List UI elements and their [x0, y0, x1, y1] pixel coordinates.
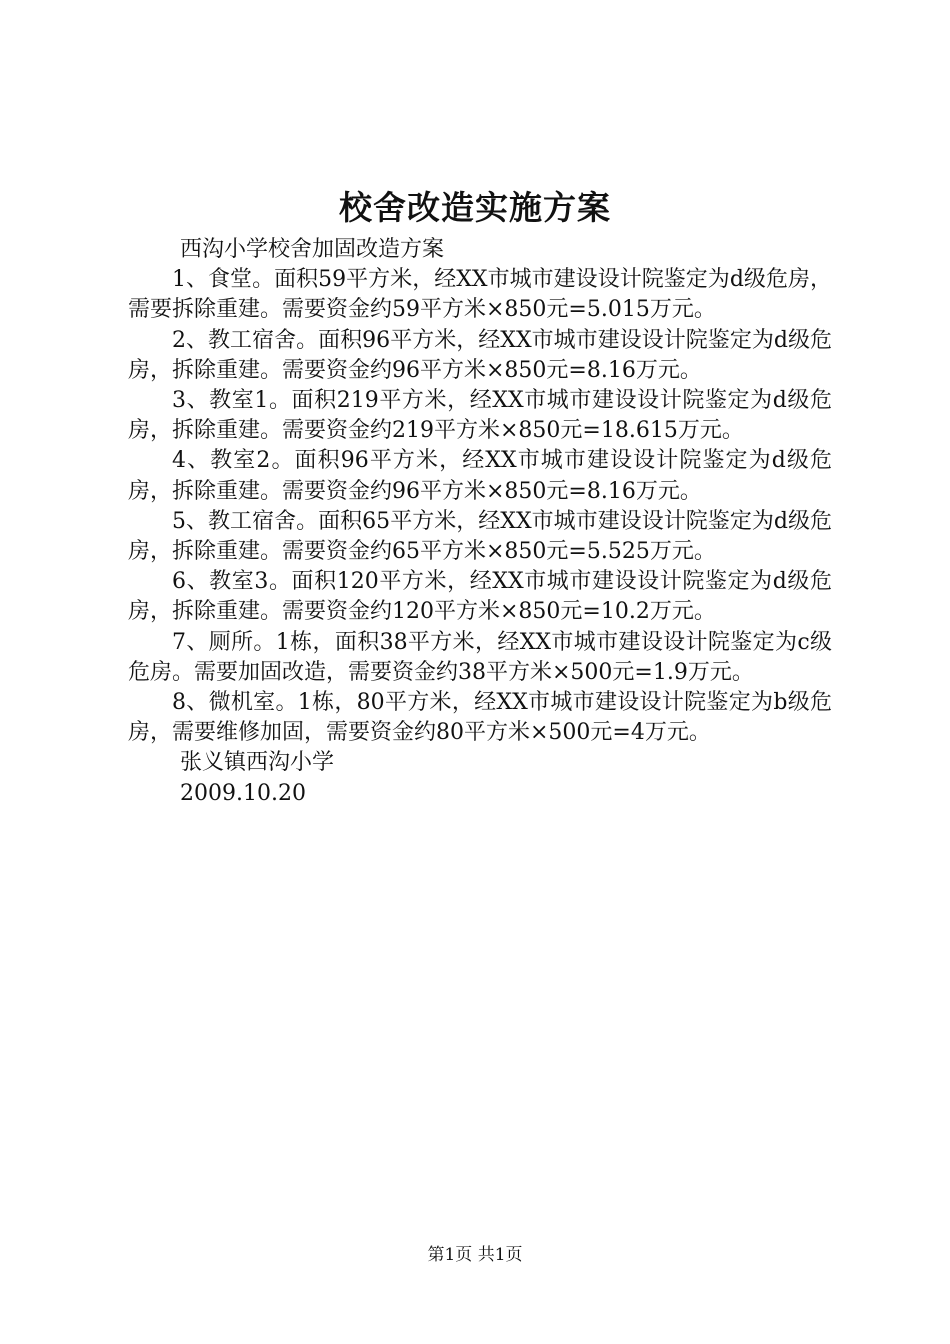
item-paragraph-6: 6、教室3。面积120平方米，经XX市城市建设设计院鉴定为d级危房，拆除重建。需要资金约120平方米×850元=10.2万元。: [128, 569, 832, 625]
item-paragraph-1: 1、食堂。面积59平方米，经XX市城市建设设计院鉴定为d级危房，需要拆除重建。需要资金约59平方米×850元=5.015万元。: [128, 267, 832, 323]
item-paragraph-3: 3、教室1。面积219平方米，经XX市城市建设设计院鉴定为d级危房，拆除重建。需要资金约219平方米×850元=18.615万元。: [128, 388, 832, 444]
item-paragraph-8: 8、微机室。1栋，80平方米，经XX市城市建设设计院鉴定为b级危房，需要维修加固，需要资金约80平方米×500元=4万元。: [128, 690, 832, 746]
signature: 张义镇西沟小学: [180, 750, 335, 776]
item-paragraph-7: 7、厕所。1栋，面积38平方米，经XX市城市建设设计院鉴定为c级危房。需要加固改造，需要资金约38平方米×500元=1.9万元。: [128, 629, 832, 685]
document-body: [128, 235, 832, 809]
document-title: 校舍改造实施方案: [339, 188, 611, 227]
document-subtitle: 西沟小学校舍加固改造方案: [180, 237, 445, 262]
date: 2009.10.20: [180, 780, 306, 806]
page-number-footer: 第1页 共1页: [427, 1245, 523, 1265]
item-paragraph-4: 4、教室2。面积96平方米，经XX市城市建设设计院鉴定为d级危房，拆除重建。需要资金约96平方米×850元=8.16万元。: [128, 448, 832, 504]
item-paragraph-5: 5、教工宿舍。面积65平方米，经XX市城市建设设计院鉴定为d级危房，拆除重建。需要资金约65平方米×850元=5.525万元。: [128, 508, 832, 565]
item-paragraph-2: 2、教工宿舍。面积96平方米，经XX市城市建设设计院鉴定为d级危房，拆除重建。需要资金约96平方米×850元=8.16万元。: [128, 327, 832, 383]
